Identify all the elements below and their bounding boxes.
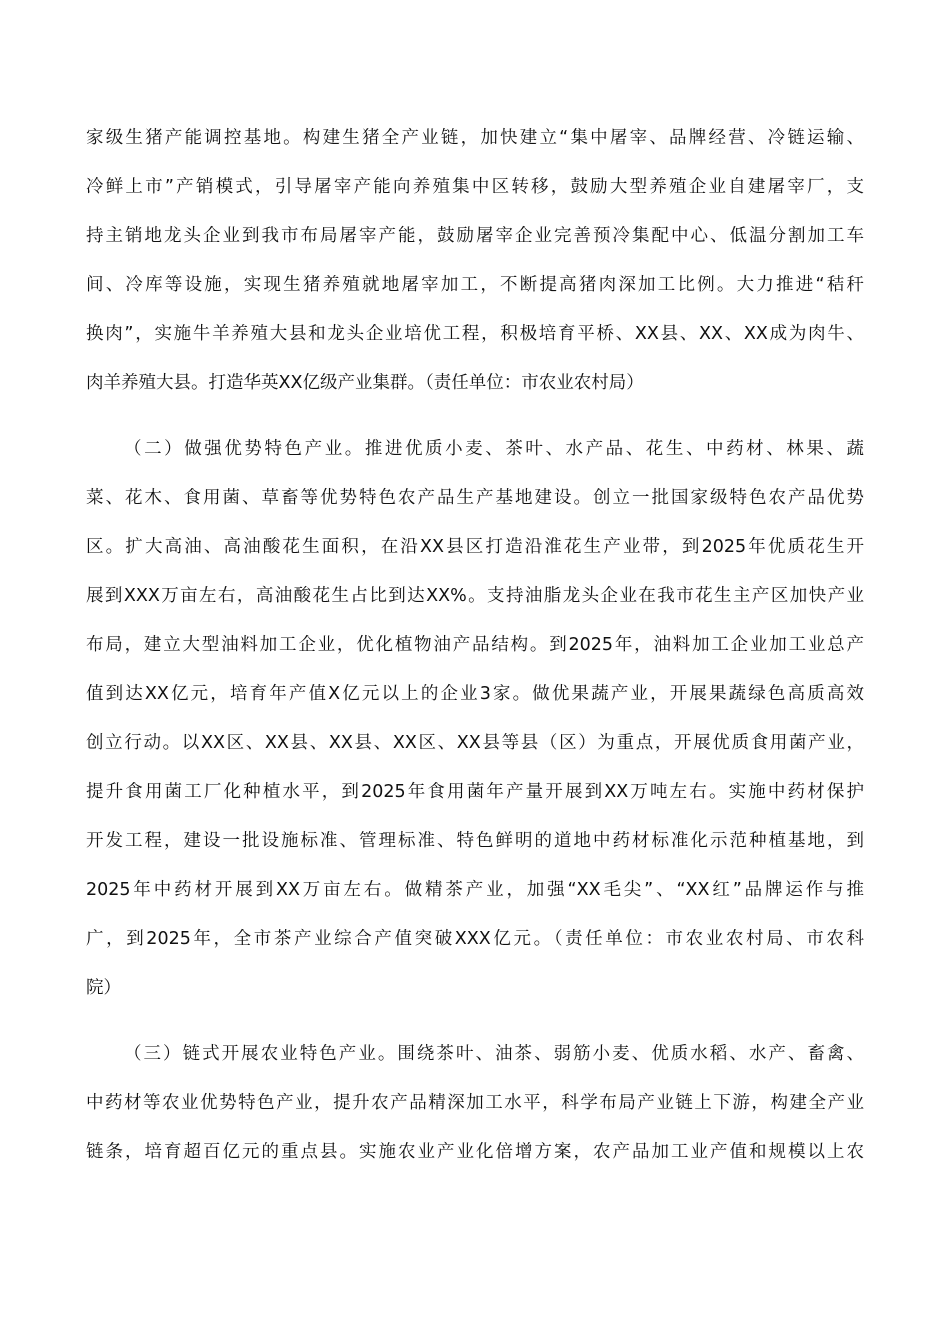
paragraph-1-line-5: 换肉”，实施牛羊养殖大县和龙头企业培优工程，积极培育平桥、XX县、XX、XX成为肉牛、 [86,324,864,344]
paragraph-2-line-12: 院） [86,978,121,998]
paragraph-2-line-4: 展到XXX万亩左右，高油酸花生占比到达XX%。支持油脂龙头企业在我市花生主产区加快产业 [86,586,864,606]
paragraph-2-line-10: 2025年中药材开展到XX万亩左右。做精茶产业，加强“XX毛尖”、“XX红”品牌运作与推 [86,880,864,900]
paragraph-2-line-9: 开发工程，建设一批设施标准、管理标准、特色鲜明的道地中药材标准化示范种植基地，到 [86,831,864,851]
paragraph-2-line-6: 值到达XX亿元，培育年产值X亿元以上的企业3家。做优果蔬产业，开展果蔬绿色高质高效 [86,684,864,704]
paragraph-3-line-2: 中药材等农业优势特色产业，提升农产品精深加工水平，科学布局产业链上下游，构建全产业 [86,1093,864,1113]
paragraph-1-line-1: 家级生猪产能调控基地。构建生猪全产业链，加快建立“集中屠宰、品牌经营、冷链运输、 [86,128,864,148]
paragraph-1-line-3: 持主销地龙头企业到我市布局屠宰产能，鼓励屠宰企业完善预冷集配中心、低温分割加工车 [86,226,864,246]
paragraph-2-line-7: 创立行动。以XX区、XX县、XX县、XX区、XX县等县（区）为重点，开展优质食用菌产业， [86,733,864,753]
paragraph-1-line-4: 间、冷库等设施，实现生猪养殖就地屠宰加工，不断提高猪肉深加工比例。大力推进“秸秆 [86,275,864,295]
paragraph-2-line-1: （二）做强优势特色产业。推进优质小麦、茶叶、水产品、花生、中药材、林果、蔬 [124,439,864,459]
paragraph-2-line-5: 布局，建立大型油料加工企业，优化植物油产品结构。到2025年，油料加工企业加工业总产 [86,635,864,655]
paragraph-1-line-2: 冷鲜上市”产销模式，引导屠宰产能向养殖集中区转移，鼓励大型养殖企业自建屠宰厂，支 [86,177,864,197]
paragraph-2-line-3: 区。扩大高油、高油酸花生面积，在沿XX县区打造沿淮花生产业带，到2025年优质花生开 [86,537,864,557]
paragraph-1-line-6: 肉羊养殖大县。打造华英XX亿级产业集群。（责任单位：市农业农村局） [86,373,644,393]
paragraph-2-line-2: 菜、花木、食用菌、草畜等优势特色农产品生产基地建设。创立一批国家级特色农产品优势 [86,488,864,508]
paragraph-3-line-1: （三）链式开展农业特色产业。围绕茶叶、油茶、弱筋小麦、优质水稻、水产、畜禽、 [124,1044,864,1064]
paragraph-2-line-11: 广，到2025年，全市茶产业综合产值突破XXX亿元。（责任单位：市农业农村局、市农科 [86,929,864,949]
paragraph-3-line-3: 链条，培育超百亿元的重点县。实施农业产业化倍增方案，农产品加工业产值和规模以上农 [86,1142,864,1162]
paragraph-2-line-8: 提升食用菌工厂化种植水平，到2025年食用菌年产量开展到XX万吨左右。实施中药材保护 [86,782,864,802]
